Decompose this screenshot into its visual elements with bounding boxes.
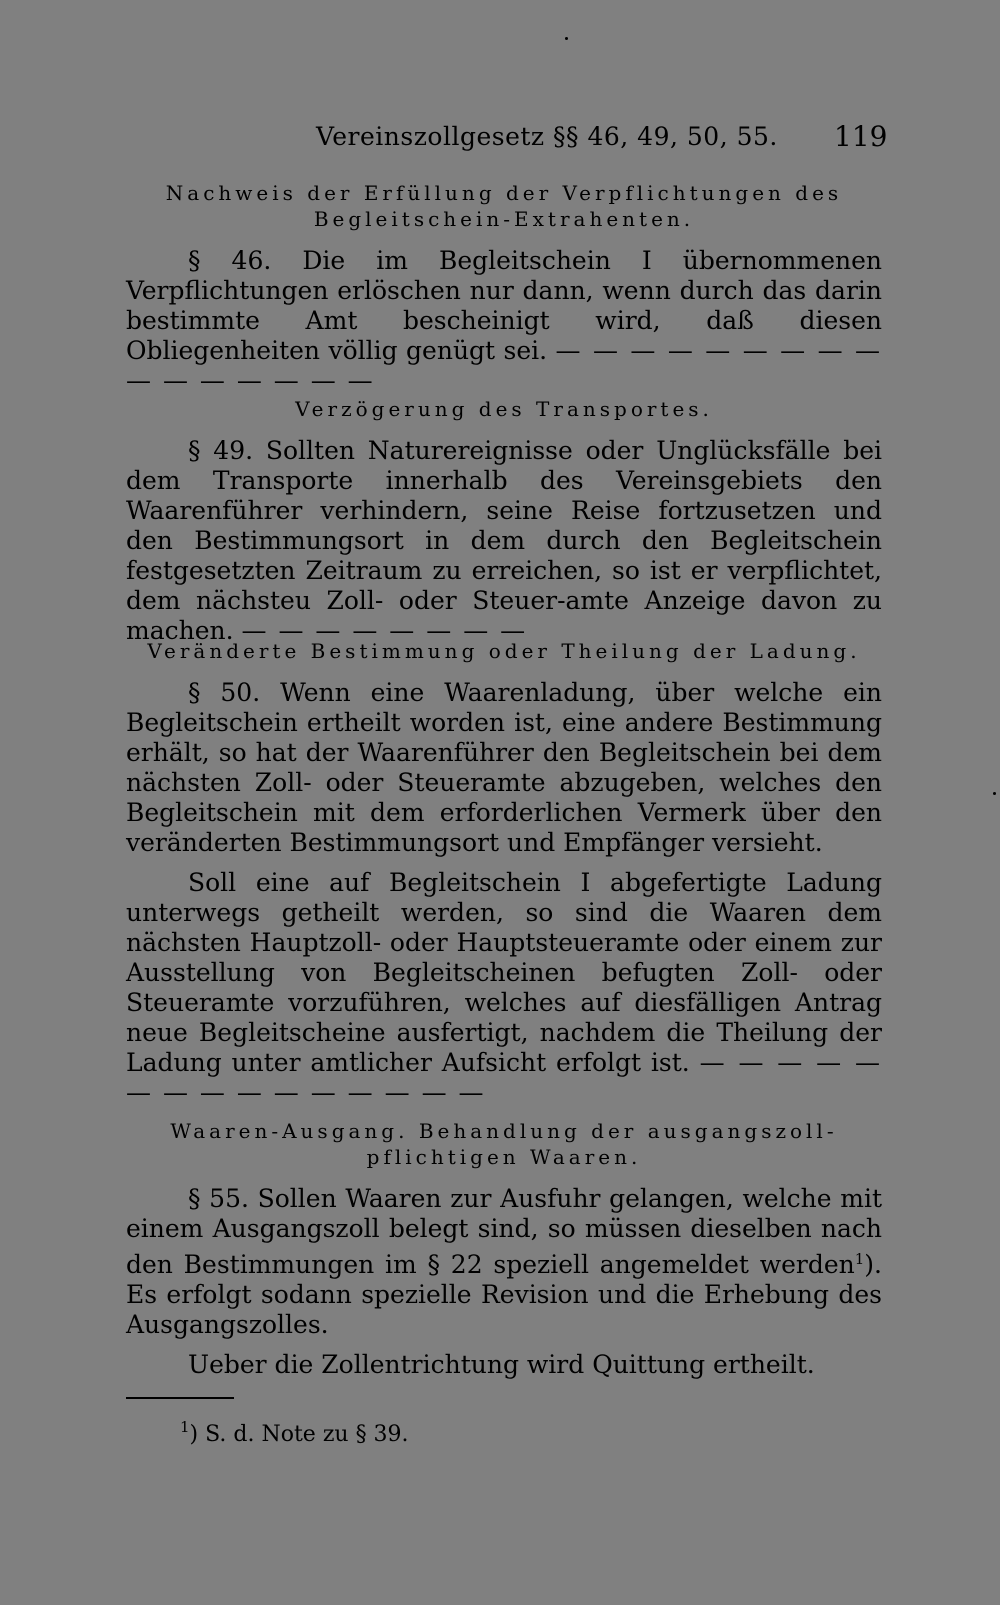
- section-50: [126, 638, 882, 1108]
- section-heading: [126, 638, 882, 664]
- heading-line: Nachweis der Erfüllung der Verpflichtungen des: [165, 181, 843, 205]
- page-number: 119: [834, 120, 888, 153]
- paragraph-text: Soll eine auf Begleitschein I abgefertigte Ladung unterwegs getheilt werden, so sind die Waaren dem nächsten Hauptzoll- oder Hauptsteueramte oder einem zur Ausstellung von Begleitscheinen befugten Zoll- oder Steueramte vorzuführen, welches auf diesfälligen Antrag neue Begleitscheine ausfertigt, nachdem die Theilung der Ladung unter amtlicher Aufsicht erfolgt ist.: [126, 868, 882, 1077]
- section-49: [126, 396, 882, 646]
- paper-speck: [565, 37, 568, 40]
- paragraph: [126, 1184, 882, 1340]
- section-55: [126, 1118, 882, 1380]
- paragraph: [126, 246, 882, 396]
- heading-line: Begleitschein-Extrahenten.: [313, 207, 695, 231]
- footnote-text: ) S. d. Note zu § 39.: [189, 1422, 409, 1447]
- paragraph: [126, 868, 882, 1108]
- paragraph: [126, 436, 882, 646]
- footnote: [180, 1418, 409, 1447]
- paragraph-text: § 55. Sollen Waaren zur Ausfuhr gelangen, welche mit einem Ausgangszoll belegt sind, so müssen dieselben nach den Bestimmungen im § 22 speziell angemeldet werden: [126, 1184, 882, 1279]
- paper-speck: [993, 792, 996, 795]
- section-46: [126, 180, 882, 396]
- page-header: [0, 122, 1000, 162]
- paragraph-text: § 50. Wenn eine Waarenladung, über welche ein Begleitschein ertheilt worden ist, eine andere Bestimmung erhält, so hat der Waarenführer den Begleitschein bei dem nächsten Zoll- oder Steueramte abzugeben, welches den Begleitschein mit dem erforderlichen Vermerk über den veränderten Bestimmungsort und Empfänger versieht.: [126, 678, 882, 857]
- dash-line: — — — — — — — —: [241, 616, 528, 645]
- heading-line: Verzögerung des Transportes.: [295, 397, 713, 421]
- footnote-marker: 1: [854, 1250, 865, 1268]
- paragraph-text: ). Es erfolgt sodann spezielle Revision und die Erhebung des Ausgangszolles.: [126, 1250, 882, 1339]
- heading-line: pflichtigen Waaren.: [366, 1145, 642, 1169]
- footnote-rule: [126, 1397, 234, 1399]
- paragraph-text: § 49. Sollten Naturereignisse oder Unglücksfälle bei dem Transporte innerhalb des Vereinsgebiets den Waarenführer verhindern, seine Reise fortzusetzen und den Bestimmungsort in dem durch den Begleitschein festgesetzten Zeitraum zu erreichen, so ist er verpflichtet, dem nächsteu Zoll- oder Steuer-amte Anzeige davon zu machen.: [126, 436, 882, 645]
- section-heading: [126, 180, 882, 232]
- paragraph-text: § 46. Die im Begleitschein I übernommenen Verpflichtungen erlöschen nur dann, wenn durch das darin bestimmte Amt bescheinigt wird, daß diesen Obliegenheiten völlig genügt sei.: [126, 246, 882, 365]
- running-head: Vereinszollgesetz §§ 46, 49, 50, 55.: [316, 122, 778, 151]
- dash-line: — — — — — — — — — — — — — — —: [126, 1048, 882, 1107]
- heading-line: Waaren-Ausgang. Behandlung der ausgangszoll-: [170, 1119, 838, 1143]
- heading-line: Veränderte Bestimmung oder Theilung der Ladung.: [147, 639, 861, 663]
- section-heading: [126, 1118, 882, 1170]
- section-heading: [126, 396, 882, 422]
- paragraph-text: Ueber die Zollentrichtung wird Quittung ertheilt.: [188, 1350, 815, 1379]
- footnote-marker: 1: [180, 1418, 190, 1436]
- paragraph: [126, 678, 882, 858]
- dash-line: — — — — — — — — — — — — — — — —: [126, 336, 882, 395]
- paragraph: [126, 1350, 882, 1380]
